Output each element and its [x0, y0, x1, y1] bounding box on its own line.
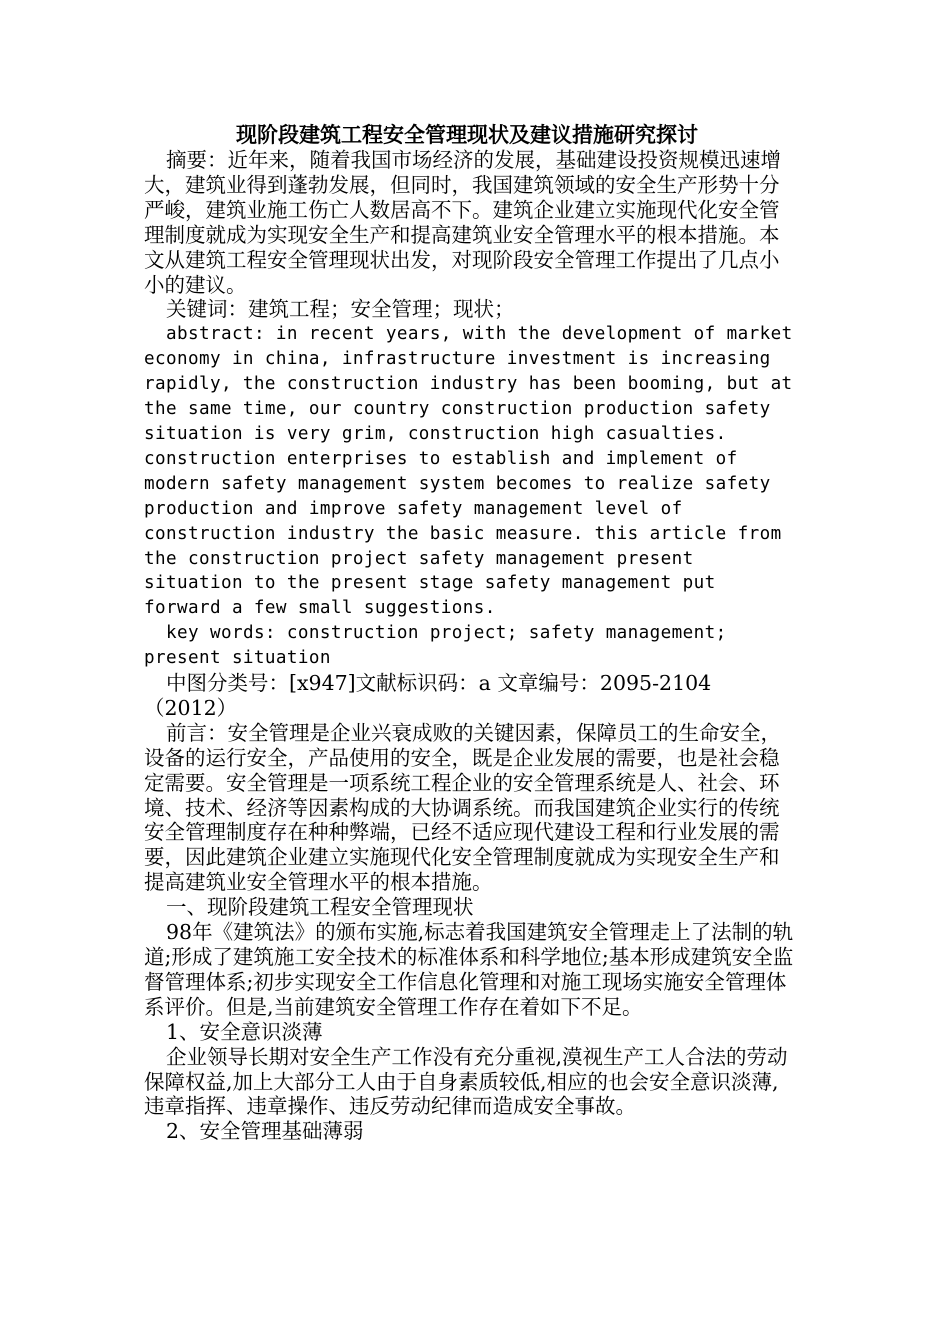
document-title: 现阶段建筑工程安全管理现状及建议措施研究探讨	[236, 123, 698, 147]
item-1-body: 企业领导长期对安全生产工作没有充分重视,漠视生产工人合法的劳动保障权益,加上大部分工人由于自身素质较低,相应的也会安全意识淡薄,违章指挥、违章操作、违反劳动纪律而造成安全事故。	[144, 1044, 788, 1119]
section-1-heading: 一、现阶段建筑工程安全管理现状	[166, 895, 474, 920]
abstract-english: abstract: in recent years, with the development of market economy in china, infrastructure investment is increasing rapidly, the construction industry has been booming, but at the same time, our country construction production safety situation is very grim, construction high casualties. construction enterprises to establish and implement of modern safety management system becomes to realize safety production and improve safety management level of construction industry the basic measure. this article from the construction project safety management present situation to the present stage safety management put forward a few small suggestions.	[144, 324, 793, 619]
keywords-english: key words: construction project; safety management; present situation	[144, 623, 727, 669]
abstract-chinese: 摘要：近年来，随着我国市场经济的发展，基础建设投资规模迅速增大，建筑业得到蓬勃发展，但同时，我国建筑领域的安全生产形势十分严峻，建筑业施工伤亡人数居高不下。建筑企业建立实施现代化安全管理制度就成为实现安全生产和提高建筑业安全管理水平的根本措施。本文从建筑工程安全管理现状出发，对现阶段安全管理工作提出了几点小小的建议。	[144, 148, 781, 297]
item-2-heading: 2、安全管理基础薄弱	[166, 1119, 364, 1144]
section-1-body: 98年《建筑法》的颁布实施,标志着我国建筑安全管理走上了法制的轨道;形成了建筑施工安全技术的标准体系和科学地位;基本形成建筑安全监督管理体系;初步实现安全工作信息化管理和对施工现场实施安全管理体系评价。但是,当前建筑安全管理工作存在着如下不足。	[144, 920, 794, 1019]
document-page	[144, 122, 794, 1144]
keywords-chinese: 关键词：建筑工程；安全管理；现状；	[166, 297, 515, 322]
classification-line: 中图分类号：[x947]文献标识码：a 文章编号：2095-2104（2012）	[144, 671, 712, 720]
preface-paragraph: 前言：安全管理是企业兴衰成败的关键因素，保障员工的生命安全，设备的运行安全，产品使用的安全，既是企业发展的需要，也是社会稳定需要。安全管理是一项系统工程企业的安全管理系统是人、社会、环境、技术、经济等因素构成的大协调系统。而我国建筑企业实行的传统安全管理制度存在种种弊端，已经不适应现代建设工程和行业发展的需要，因此建筑企业建立实施现代化安全管理制度就成为实现安全生产和提高建筑业安全管理水平的根本措施。	[144, 720, 781, 895]
item-1-heading: 1、安全意识淡薄	[166, 1019, 323, 1044]
